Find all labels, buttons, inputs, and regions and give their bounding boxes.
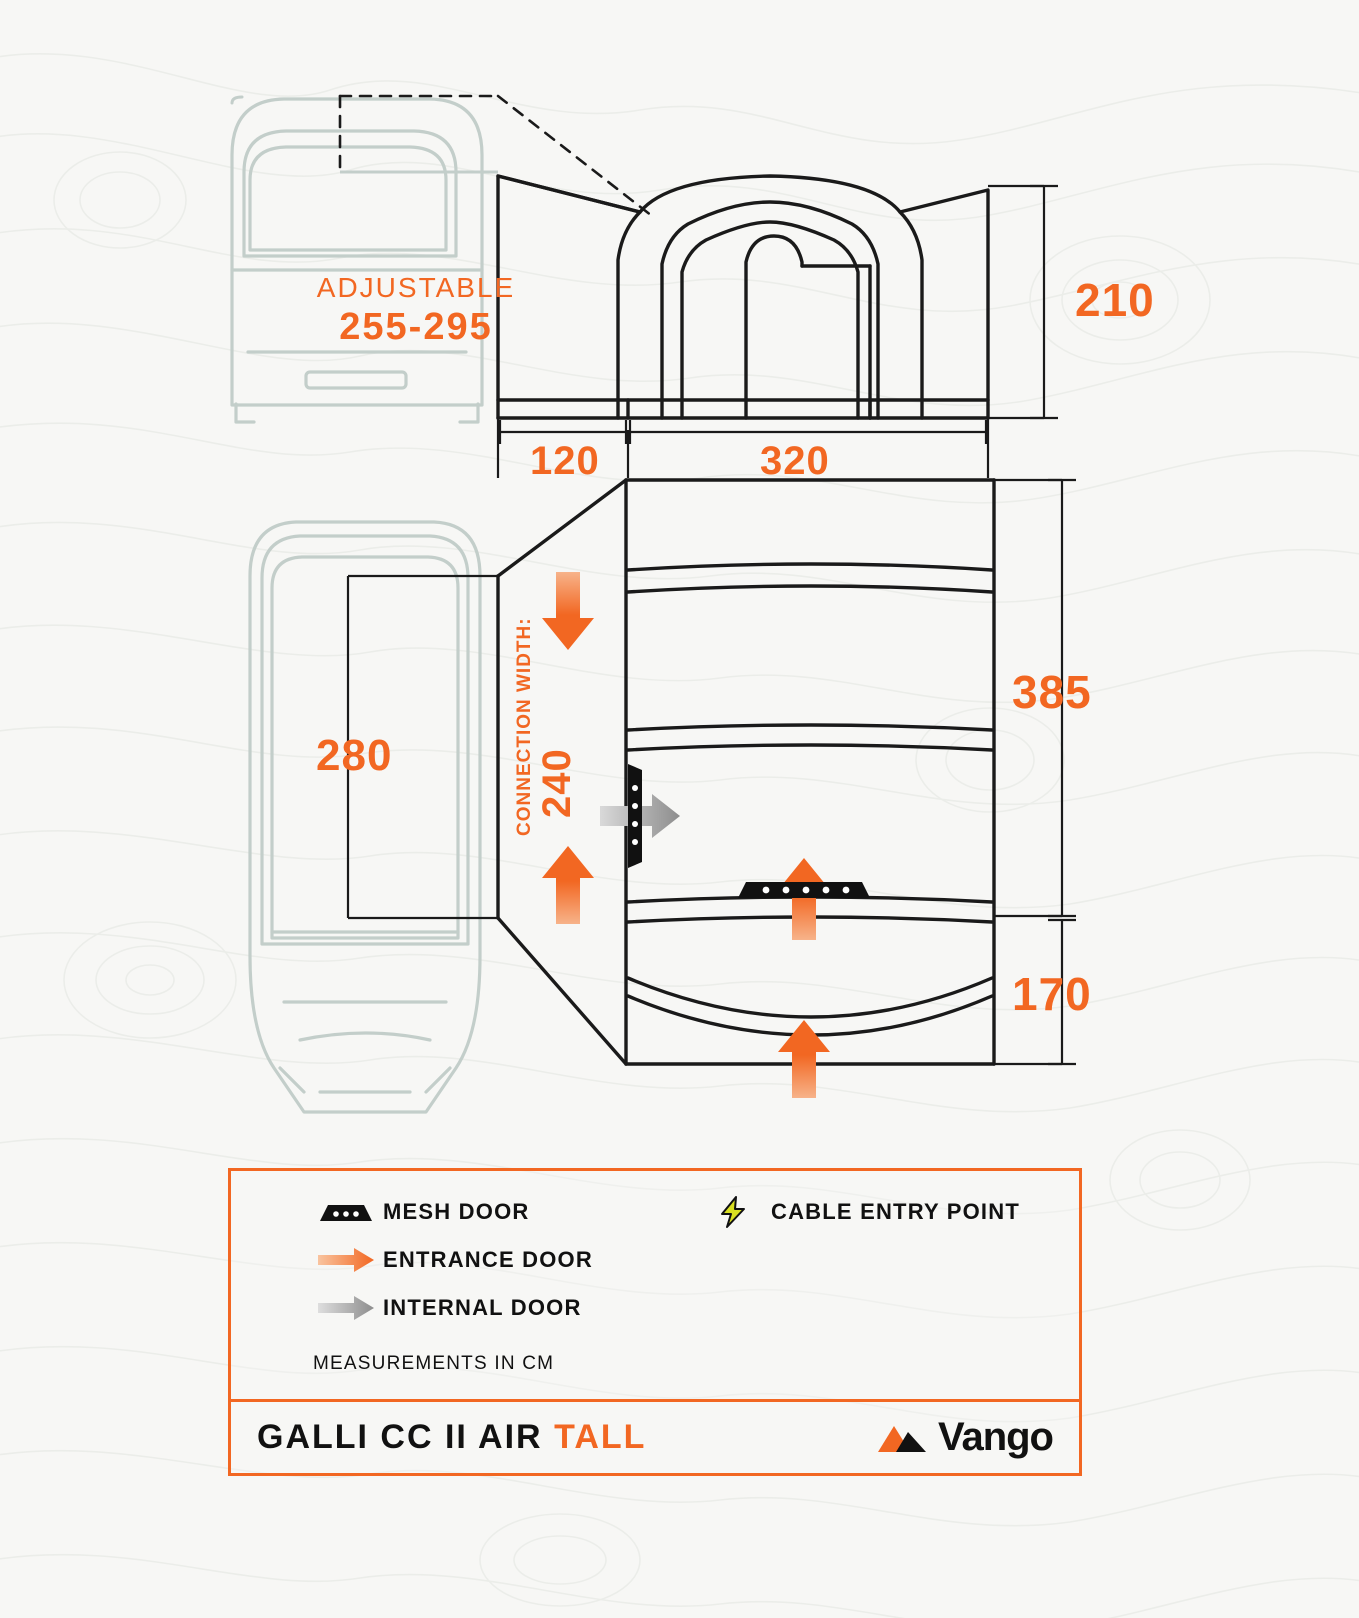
vehicle-rear-view bbox=[232, 99, 482, 422]
brand-name: Vango bbox=[937, 1415, 1053, 1459]
product-title bbox=[257, 1418, 646, 1457]
brand-logo bbox=[874, 1415, 1053, 1460]
vango-mountain-icon bbox=[874, 1418, 930, 1458]
adjustable-height-annotation bbox=[266, 272, 566, 349]
product-title-accent: TALL bbox=[554, 1418, 647, 1456]
mesh-door-icon bbox=[309, 1201, 383, 1223]
connection-width-annotation bbox=[514, 617, 579, 836]
entrance-door-arrow-left bbox=[542, 846, 594, 924]
legend-column-left bbox=[309, 1189, 593, 1333]
entrance-door-arrow-top bbox=[542, 572, 594, 650]
dimension-120-label: 120 bbox=[530, 439, 600, 483]
adjustable-range: 255-295 bbox=[339, 306, 493, 348]
entrance-door-arrow-mid bbox=[778, 858, 830, 940]
connection-width-value: 240 bbox=[535, 748, 579, 818]
cable-entry-bolt-icon bbox=[697, 1195, 771, 1229]
mesh-door-side bbox=[628, 764, 642, 868]
dimension-385-label: 385 bbox=[1012, 666, 1092, 718]
entrance-door-arrow-icon bbox=[309, 1246, 383, 1274]
legend-item-entrance-door bbox=[309, 1237, 593, 1283]
dimension-280-label: 280 bbox=[316, 731, 393, 780]
adjustable-label: ADJUSTABLE bbox=[316, 272, 516, 303]
connection-width-label: CONNECTION WIDTH: bbox=[514, 617, 535, 836]
title-bar bbox=[231, 1402, 1079, 1473]
legend-item-mesh-door bbox=[309, 1189, 593, 1235]
dimension-210-label: 210 bbox=[1075, 274, 1155, 326]
dimension-320-label: 320 bbox=[760, 439, 830, 483]
dimension-height-210 bbox=[988, 186, 1058, 418]
mesh-door-front bbox=[738, 882, 870, 898]
legend-label-mesh-door: MESH DOOR bbox=[383, 1199, 530, 1224]
legend-label-entrance-door: ENTRANCE DOOR bbox=[383, 1247, 593, 1272]
legend-label-cable-entry: CABLE ENTRY POINT bbox=[771, 1199, 1020, 1224]
internal-door-arrow-icon bbox=[309, 1294, 383, 1322]
legend-column-right bbox=[697, 1189, 1020, 1237]
vehicle-plan-view bbox=[250, 522, 480, 1112]
legend-panel bbox=[228, 1168, 1082, 1476]
legend-label-internal-door: INTERNAL DOOR bbox=[383, 1295, 582, 1320]
measurements-note: MEASUREMENTS IN CM bbox=[313, 1353, 555, 1374]
entrance-door-arrow-front bbox=[778, 1020, 830, 1098]
legend-item-cable-entry bbox=[697, 1189, 1020, 1235]
legend-item-internal-door bbox=[309, 1285, 593, 1331]
product-title-main: GALLI CC II AIR bbox=[257, 1418, 543, 1456]
dimension-170-label: 170 bbox=[1012, 968, 1092, 1020]
